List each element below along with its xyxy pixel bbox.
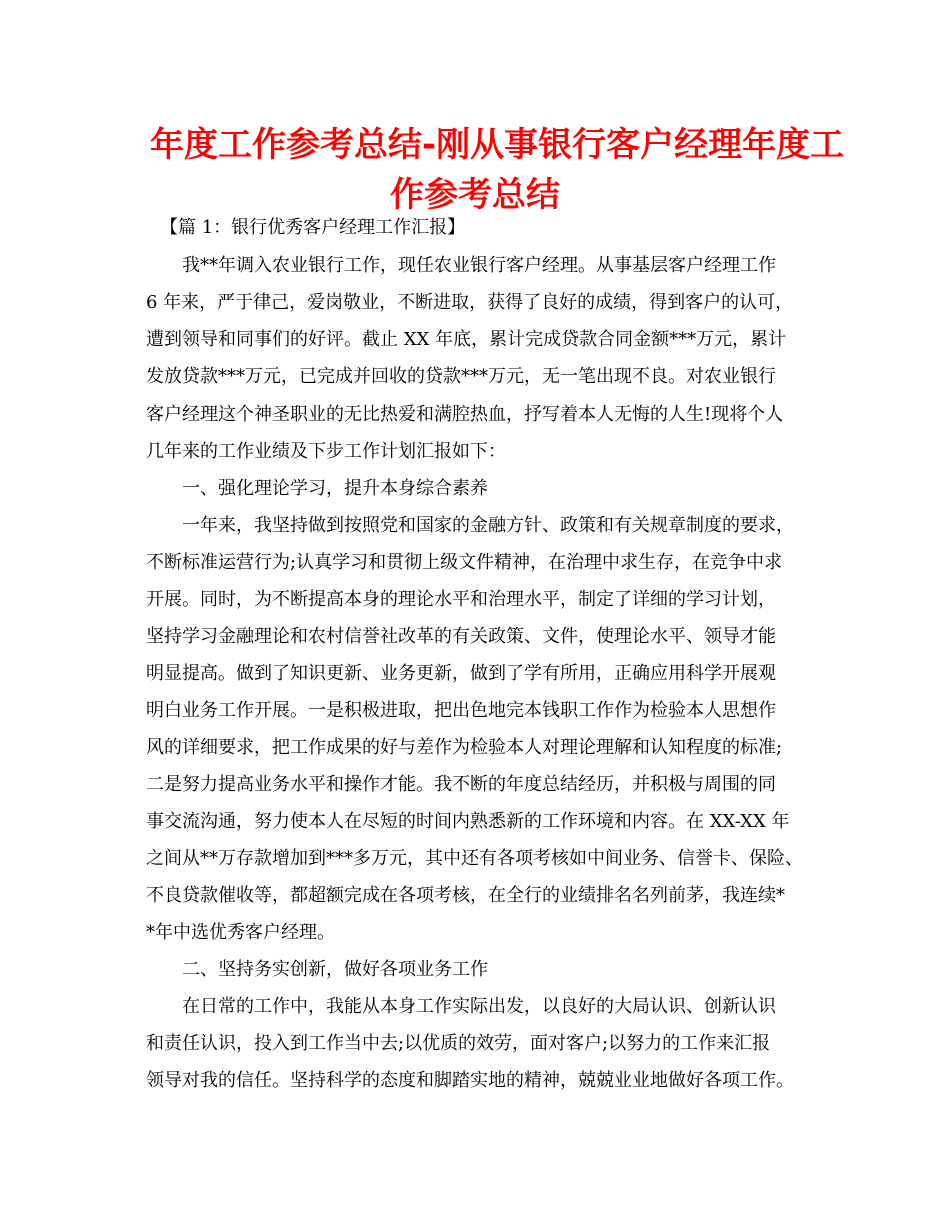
paragraph-line: *年中选优秀客户经理。 xyxy=(146,922,335,943)
paragraph-line: 开展。同时，为不断提高本身的理论水平和治理水平，制定了详细的学习计划， xyxy=(146,589,776,610)
section-heading: 一、强化理论学习，提升本身综合素养 xyxy=(182,478,488,499)
paragraph-line: 几年来的工作业绩及下步工作计划汇报如下： xyxy=(146,441,506,462)
paragraph-line: 事交流沟通，努力使本人在尽短的时间内熟悉新的工作环境和内容。在 XX-XX 年 xyxy=(146,811,790,832)
paragraph-line: 和责任认识，投入到工作当中去;以优质的效劳，面对客户;以努力的工作来汇报 xyxy=(146,1033,771,1054)
paragraph-line: 一年来，我坚持做到按照党和国家的金融方针、政策和有关规章制度的要求， xyxy=(182,515,794,536)
paragraph-line: 不断标准运营行为;认真学习和贯彻上级文件精神，在治理中求生存，在竞争中求 xyxy=(146,552,783,573)
part-heading: 【篇 1：银行优秀客户经理工作汇报】 xyxy=(160,217,466,238)
paragraph-line: 我**年调入农业银行工作，现任农业银行客户经理。从事基层客户经理工作 xyxy=(182,255,776,276)
paragraph-line: 风的详细要求，把工作成果的好与差作为检验本人对理论理解和认知程度的标准; xyxy=(146,737,783,758)
paragraph-line: 发放贷款***万元，已完成并回收的贷款***万元，无一笔出现不良。对农业银行 xyxy=(146,366,776,387)
paragraph-line: 6 年来，严于律己，爱岗敬业，不断进取，获得了良好的成绩，得到客户的认可， xyxy=(146,292,794,313)
paragraph-line: 明显提高。做到了知识更新、业务更新，做到了学有所用，正确应用科学开展观 xyxy=(146,663,776,684)
title-line-1: 年度工作参考总结-刚从事银行客户经理年度工 xyxy=(150,125,845,165)
paragraph-line: 在日常的工作中，我能从本身工作实际出发，以良好的大局认识、创新认识 xyxy=(182,996,776,1017)
paragraph-line: 二是努力提高业务水平和操作才能。我不断的年度总结经历，并积极与周围的同 xyxy=(146,774,776,795)
document-title xyxy=(150,120,845,220)
paragraph-line: 明白业务工作开展。一是积极进取，把出色地完本钱职工作作为检验本人思想作 xyxy=(146,700,776,721)
paragraph-line: 遭到领导和同事们的好评。截止 XX 年底，累计完成贷款合同金额***万元，累计 xyxy=(146,329,787,350)
paragraph-line: 客户经理这个神圣职业的无比热爱和满腔热血，抒写着本人无悔的人生!现将个人 xyxy=(146,404,784,425)
section-heading: 二、坚持务实创新，做好各项业务工作 xyxy=(182,959,488,980)
paragraph-line: 之间从**万存款增加到***多万元，其中还有各项考核如中间业务、信誉卡、保险、 xyxy=(146,848,803,869)
paragraph-line: 坚持学习金融理论和农村信誉社改革的有关政策、文件，使理论水平、领导才能 xyxy=(146,626,776,647)
paragraph-line: 领导对我的信任。坚持科学的态度和脚踏实地的精神，兢兢业业地做好各项工作。 xyxy=(146,1070,794,1091)
title-line-2: 作参考总结 xyxy=(390,175,560,215)
paragraph-line: 不良贷款催收等，都超额完成在各项考核，在全行的业绩排名名列前茅，我连续* xyxy=(146,885,785,906)
